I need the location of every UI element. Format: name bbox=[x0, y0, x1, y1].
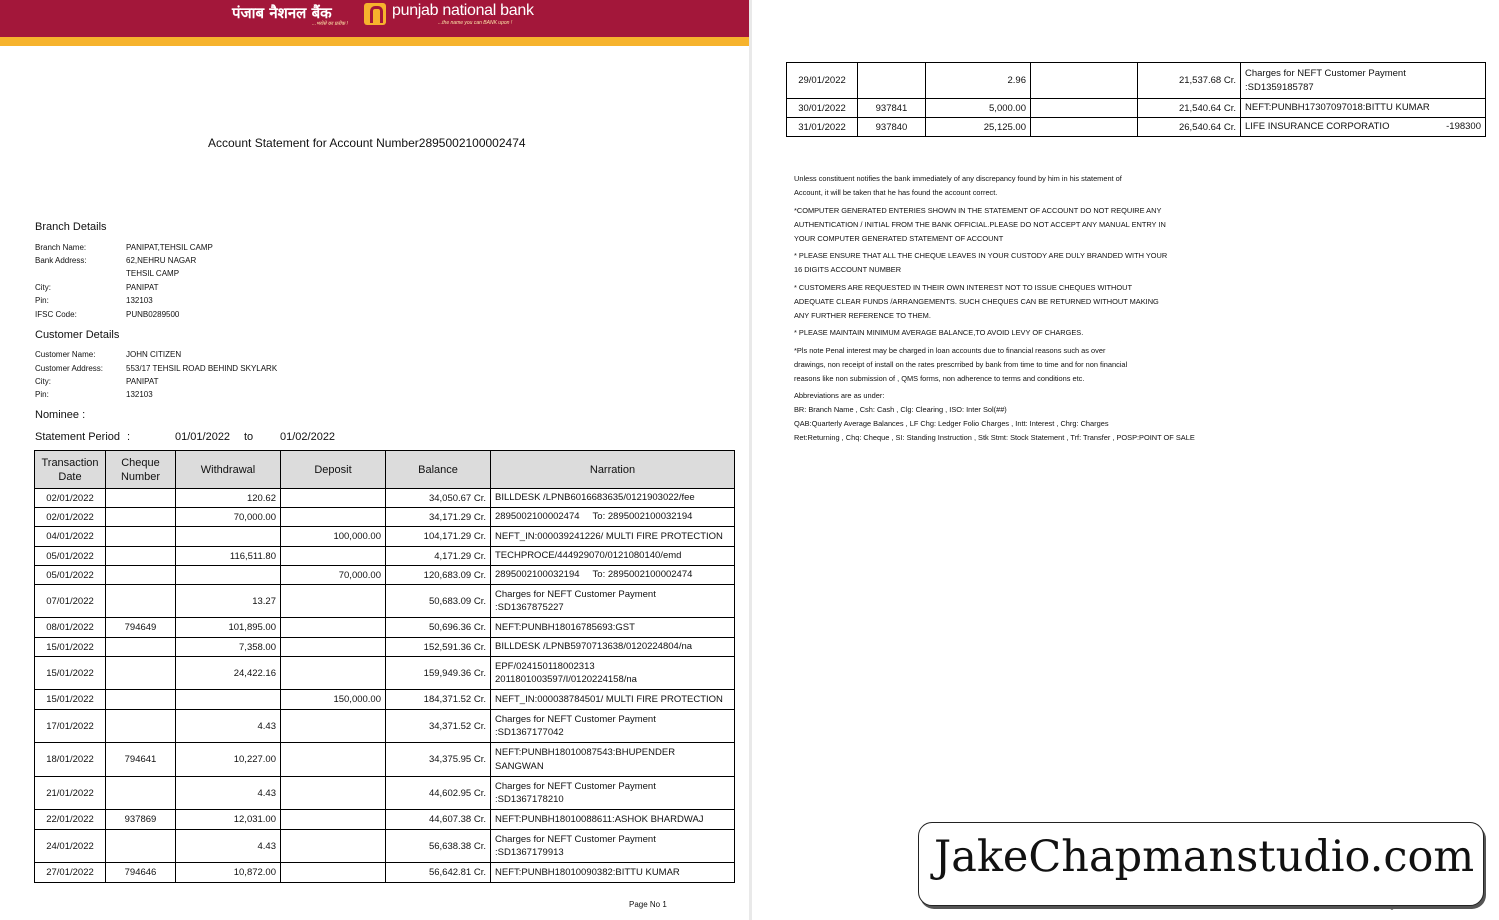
table-row bbox=[35, 566, 735, 585]
cell-withdrawal: 13.27 bbox=[176, 585, 281, 618]
customer-details-heading: Customer Details bbox=[35, 329, 120, 341]
narration-line: :SD1367177042 bbox=[495, 727, 564, 738]
cell-cheque-number: 794641 bbox=[106, 743, 176, 777]
customer-pin-label: Pin: bbox=[35, 390, 49, 399]
statement-period-to: 01/02/2022 bbox=[280, 431, 336, 443]
narration-line: Charges for NEFT Customer Payment bbox=[1245, 68, 1406, 79]
cell-balance: 120,683.09 Cr. bbox=[386, 566, 491, 585]
cell-balance: 34,171.29 Cr. bbox=[386, 508, 491, 527]
cell-date: 02/01/2022 bbox=[35, 489, 106, 508]
cell-withdrawal: 4.43 bbox=[176, 777, 281, 810]
narration-line: SANGWAN bbox=[495, 760, 544, 772]
cell-cheque-number bbox=[106, 547, 176, 566]
narration-line: NEFT:PUNBH18010090382:BITTU KUMAR bbox=[495, 866, 680, 878]
narration-line: 2011801003597/I/0120224158/na bbox=[495, 674, 637, 685]
cell-withdrawal bbox=[176, 566, 281, 585]
narration-line: :SD1367875227 bbox=[495, 602, 564, 613]
table-row bbox=[35, 830, 735, 863]
note-line: AUTHENTICATION / INITIAL FROM THE BANK OFFICIAL.PLEASE DO NOT ACCEPT ANY MANUAL ENTRY IN bbox=[794, 220, 1166, 229]
table-row bbox=[787, 99, 1486, 118]
ifsc-label: IFSC Code: bbox=[35, 310, 77, 319]
bank-header-stripe bbox=[0, 37, 749, 46]
cell-withdrawal bbox=[176, 690, 281, 710]
customer-pin-value: 132103 bbox=[126, 390, 153, 399]
cell-withdrawal: 101,895.00 bbox=[176, 618, 281, 638]
cell-deposit: 100,000.00 bbox=[281, 527, 386, 547]
table-row bbox=[35, 743, 735, 777]
cell-deposit bbox=[281, 710, 386, 743]
note-line: *Pls note Penal interest may be charged in loan accounts due to financial reasons such as over bbox=[794, 346, 1106, 355]
cell-narration bbox=[491, 566, 735, 585]
bank-logo-english: punjab national bank bbox=[392, 2, 534, 19]
nominee-label: Nominee : bbox=[35, 409, 86, 421]
cell-deposit bbox=[281, 618, 386, 638]
col-header-deposit: Deposit bbox=[281, 451, 386, 489]
cell-withdrawal: 70,000.00 bbox=[176, 508, 281, 527]
cell-date: 15/01/2022 bbox=[35, 657, 106, 690]
cell-cheque-number bbox=[106, 489, 176, 508]
note-paragraph bbox=[794, 281, 1254, 323]
narration-line: :SD1359185787 bbox=[1245, 81, 1314, 93]
cell-withdrawal: 10,872.00 bbox=[176, 863, 281, 883]
narration-line: 2895002100002474 To: 2895002100032194 bbox=[495, 511, 693, 523]
cell-deposit bbox=[281, 743, 386, 777]
cell-cheque-number bbox=[106, 585, 176, 618]
cell-balance: 4,171.29 Cr. bbox=[386, 547, 491, 566]
cell-deposit bbox=[281, 508, 386, 527]
statement-page-1 bbox=[0, 0, 749, 920]
cell-deposit bbox=[1031, 118, 1138, 137]
cell-date: 04/01/2022 bbox=[35, 527, 106, 547]
table-row bbox=[35, 489, 735, 508]
cell-balance: 34,375.95 Cr. bbox=[386, 743, 491, 777]
ifsc-value: PUNB0289500 bbox=[126, 310, 180, 319]
cell-date: 07/01/2022 bbox=[35, 585, 106, 618]
cell-date: 18/01/2022 bbox=[35, 743, 106, 777]
cell-cheque-number: 937841 bbox=[858, 99, 926, 118]
cell-balance: 44,602.95 Cr. bbox=[386, 777, 491, 810]
cell-cheque-number: 937869 bbox=[106, 810, 176, 830]
cell-narration bbox=[491, 810, 735, 830]
narration-line: NEFT_IN:000038784501/ MULTI FIRE PROTECTION bbox=[495, 693, 723, 705]
note-line: * PLEASE MAINTAIN MINIMUM AVERAGE BALANCE,TO AVOID LEVY OF CHARGES. bbox=[794, 328, 1084, 337]
branch-name-value: PANIPAT,TEHSIL CAMP bbox=[126, 243, 213, 252]
bank-tagline-english: ...the name you can BANK upon ! bbox=[438, 20, 513, 26]
cell-cheque-number: 937840 bbox=[858, 118, 926, 137]
cell-narration bbox=[491, 508, 735, 527]
table-row bbox=[35, 657, 735, 690]
note-line: YOUR COMPUTER GENERATED STATEMENT OF ACCOUNT bbox=[794, 234, 1004, 243]
table-row bbox=[35, 690, 735, 710]
narration-line: BILLDESK /LPNB5970713638/0120224804/na bbox=[495, 641, 693, 653]
customer-address-label: Customer Address: bbox=[35, 364, 104, 373]
cell-cheque-number bbox=[858, 63, 926, 99]
table-row bbox=[35, 638, 735, 657]
narration-line: 2895002100032194 To: 2895002100002474 bbox=[495, 569, 693, 581]
watermark-text: JakeChapmanstudio.com bbox=[934, 832, 1475, 882]
cell-withdrawal: 116,511.80 bbox=[176, 547, 281, 566]
table-row bbox=[787, 118, 1486, 137]
cell-date: 15/01/2022 bbox=[35, 690, 106, 710]
cell-date: 31/01/2022 bbox=[787, 118, 858, 137]
narration-line: :SD1367179913 bbox=[495, 847, 564, 858]
cell-balance: 50,696.36 Cr. bbox=[386, 618, 491, 638]
table-row bbox=[35, 547, 735, 566]
cell-date: 30/01/2022 bbox=[787, 99, 858, 118]
cell-deposit bbox=[281, 657, 386, 690]
note-line: QAB:Quarterly Average Balances , LF Chg: Ledger Folio Charges , Intt: Interest , Chrg: Charges bbox=[794, 419, 1109, 428]
table-row bbox=[35, 527, 735, 547]
cell-withdrawal: 12,031.00 bbox=[176, 810, 281, 830]
cell-narration bbox=[491, 585, 735, 618]
cell-withdrawal: 4.43 bbox=[176, 830, 281, 863]
bank-tagline-hindi: ...भरोसे का प्रतीक ! bbox=[312, 21, 348, 27]
cell-date: 21/01/2022 bbox=[35, 777, 106, 810]
cell-balance: 21,540.64 Cr. bbox=[1138, 99, 1241, 118]
cell-deposit bbox=[281, 830, 386, 863]
cell-withdrawal: 25,125.00 bbox=[926, 118, 1031, 137]
table-row bbox=[35, 618, 735, 638]
note-paragraph bbox=[794, 204, 1254, 246]
branch-pin-label: Pin: bbox=[35, 296, 49, 305]
cell-deposit bbox=[281, 863, 386, 883]
cell-deposit: 70,000.00 bbox=[281, 566, 386, 585]
cell-cheque-number: 794649 bbox=[106, 618, 176, 638]
cell-cheque-number bbox=[106, 657, 176, 690]
customer-name-label: Customer Name: bbox=[35, 350, 96, 359]
cell-narration bbox=[491, 527, 735, 547]
cell-withdrawal: 24,422.16 bbox=[176, 657, 281, 690]
cell-withdrawal: 5,000.00 bbox=[926, 99, 1031, 118]
cell-narration bbox=[491, 547, 735, 566]
note-paragraph bbox=[794, 172, 1254, 200]
statement-period-label: Statement Period bbox=[35, 431, 120, 443]
cell-date: 29/01/2022 bbox=[787, 63, 858, 99]
branch-city-label: City: bbox=[35, 283, 51, 292]
narration-line: TECHPROCE/444929070/0121080140/emd bbox=[495, 550, 682, 562]
narration-line: Charges for NEFT Customer Payment bbox=[495, 833, 656, 845]
customer-city-label: City: bbox=[35, 377, 51, 386]
cell-deposit: 150,000.00 bbox=[281, 690, 386, 710]
note-line: Account, it will be taken that he has found the account correct. bbox=[794, 188, 998, 197]
cell-balance: 56,638.38 Cr. bbox=[386, 830, 491, 863]
note-line: * CUSTOMERS ARE REQUESTED IN THEIR OWN INTEREST NOT TO ISSUE CHEQUES WITHOUT bbox=[794, 283, 1132, 292]
cell-deposit bbox=[281, 638, 386, 657]
note-line: *COMPUTER GENERATED ENTERIES SHOWN IN THE STATEMENT OF ACCOUNT DO NOT REQUIRE ANY bbox=[794, 206, 1162, 215]
cell-balance: 26,540.64 Cr. bbox=[1138, 118, 1241, 137]
cell-narration bbox=[491, 777, 735, 810]
narration-amount: -198300 bbox=[1446, 121, 1481, 133]
cell-withdrawal: 10,227.00 bbox=[176, 743, 281, 777]
narration-line: Charges for NEFT Customer Payment bbox=[495, 780, 656, 792]
narration-line: EPF/024150118002313 bbox=[495, 660, 595, 672]
narration-line: :SD1367178210 bbox=[495, 794, 564, 805]
branch-pin-value: 132103 bbox=[126, 296, 153, 305]
cell-cheque-number bbox=[106, 710, 176, 743]
cell-balance: 21,537.68 Cr. bbox=[1138, 63, 1241, 99]
cell-balance: 34,050.67 Cr. bbox=[386, 489, 491, 508]
cell-date: 22/01/2022 bbox=[35, 810, 106, 830]
cell-deposit bbox=[281, 585, 386, 618]
cell-cheque-number bbox=[106, 638, 176, 657]
col-header-balance: Balance bbox=[386, 451, 491, 489]
cell-narration bbox=[491, 690, 735, 710]
narration-line: Charges for NEFT Customer Payment bbox=[495, 588, 656, 600]
cell-narration bbox=[1241, 99, 1486, 118]
pnb-logo-icon bbox=[364, 3, 386, 25]
narration-line: NEFT:PUNBH18016785693:GST bbox=[495, 621, 635, 633]
narration-line: Charges for NEFT Customer Payment bbox=[495, 713, 656, 725]
cell-balance: 44,607.38 Cr. bbox=[386, 810, 491, 830]
cell-withdrawal bbox=[176, 527, 281, 547]
note-line: 16 DIGITS ACCOUNT NUMBER bbox=[794, 265, 902, 274]
cell-narration bbox=[1241, 63, 1486, 99]
customer-address-value: 553/17 TEHSIL ROAD BEHIND SKYLARK bbox=[126, 364, 278, 373]
bank-address-line2: TEHSIL CAMP bbox=[126, 269, 180, 278]
note-line: drawings, non receipt of install on the rates prescrribed by bank from time to time and for non financial bbox=[794, 360, 1128, 369]
col-header-cheque: Cheque Number bbox=[106, 451, 176, 489]
page-number-1: Page No 1 bbox=[629, 900, 667, 909]
cell-deposit bbox=[281, 489, 386, 508]
note-line: reasons like non submission of , QMS forms, non adherence to terms and conditions etc. bbox=[794, 374, 1085, 383]
cell-narration bbox=[491, 618, 735, 638]
cell-balance: 34,371.52 Cr. bbox=[386, 710, 491, 743]
bank-logo-hindi: पंजाब नैशनल बैंक bbox=[232, 4, 332, 22]
table-row bbox=[35, 863, 735, 883]
statement-page-2 bbox=[752, 0, 1499, 920]
cell-deposit bbox=[281, 547, 386, 566]
cell-cheque-number bbox=[106, 690, 176, 710]
cell-cheque-number bbox=[106, 777, 176, 810]
cell-deposit bbox=[281, 810, 386, 830]
statement-period-from: 01/01/2022 bbox=[175, 431, 231, 443]
note-paragraph bbox=[794, 344, 1254, 386]
cell-balance: 152,591.36 Cr. bbox=[386, 638, 491, 657]
branch-details-heading: Branch Details bbox=[35, 221, 107, 233]
cell-narration bbox=[491, 830, 735, 863]
table-row bbox=[35, 810, 735, 830]
cell-narration bbox=[491, 863, 735, 883]
narration-line: NEFT_IN:000039241226/ MULTI FIRE PROTECTION bbox=[495, 530, 723, 542]
cell-date: 05/01/2022 bbox=[35, 547, 106, 566]
table-row bbox=[787, 63, 1486, 99]
cell-balance: 56,642.81 Cr. bbox=[386, 863, 491, 883]
cell-date: 08/01/2022 bbox=[35, 618, 106, 638]
note-line: Abbreviations are as under: bbox=[794, 391, 885, 400]
cell-cheque-number bbox=[106, 508, 176, 527]
note-line: BR: Branch Name , Csh: Cash , Clg: Clearing , ISO: Inter Sol(##) bbox=[794, 405, 1007, 414]
cell-date: 24/01/2022 bbox=[35, 830, 106, 863]
transactions-table-page1 bbox=[34, 450, 735, 883]
cell-cheque-number bbox=[106, 566, 176, 585]
cell-narration bbox=[1241, 118, 1486, 137]
narration-line: BILLDESK /LPNB6016683635/0121903022/fee bbox=[495, 492, 695, 504]
cell-date: 15/01/2022 bbox=[35, 638, 106, 657]
narration-line: NEFT:PUNBH18010087543:BHUPENDER bbox=[495, 747, 676, 758]
narration-line bbox=[1245, 120, 1485, 134]
col-header-narration: Narration bbox=[491, 451, 735, 489]
statement-title: Account Statement for Account Number2895002100002474 bbox=[208, 136, 526, 150]
note-paragraph bbox=[794, 249, 1254, 277]
branch-city-value: PANIPAT bbox=[126, 283, 159, 292]
customer-name-value: JOHN CITIZEN bbox=[126, 350, 182, 359]
narration-line: NEFT:PUNBH17307097018:BITTU KUMAR bbox=[1245, 102, 1430, 114]
cell-date: 05/01/2022 bbox=[35, 566, 106, 585]
cell-deposit bbox=[1031, 63, 1138, 99]
note-paragraph bbox=[794, 326, 1254, 340]
cell-withdrawal: 120.62 bbox=[176, 489, 281, 508]
col-header-date: Transaction Date bbox=[35, 451, 106, 489]
cell-deposit bbox=[1031, 99, 1138, 118]
cell-cheque-number bbox=[106, 527, 176, 547]
cell-withdrawal: 2.96 bbox=[926, 63, 1031, 99]
cell-date: 17/01/2022 bbox=[35, 710, 106, 743]
table-row bbox=[35, 585, 735, 618]
cell-narration bbox=[491, 489, 735, 508]
note-line: ANY FURTHER REFERENCE TO THEM. bbox=[794, 311, 931, 320]
note-line: Ret:Returning , Chq: Cheque , SI: Standing Instruction , Stk Stmt: Stock Statement , Trf: Transfer , POSP:POINT OF SALE bbox=[794, 433, 1195, 442]
statement-period-colon: : bbox=[127, 431, 131, 443]
statement-period-to-label: to bbox=[244, 431, 254, 443]
cell-narration bbox=[491, 657, 735, 690]
table-row bbox=[35, 777, 735, 810]
note-line: ADEQUATE CLEAR FUNDS /ARRANGEMENTS. SUCH CHEQUES CAN BE RETURNED WITHOUT MAKING bbox=[794, 297, 1159, 306]
cell-cheque-number bbox=[106, 830, 176, 863]
cell-narration bbox=[491, 638, 735, 657]
cell-narration bbox=[491, 710, 735, 743]
bank-address-label: Bank Address: bbox=[35, 256, 87, 265]
branch-name-label: Branch Name: bbox=[35, 243, 87, 252]
transactions-table-page2 bbox=[786, 62, 1486, 137]
note-paragraph bbox=[794, 389, 1254, 445]
customer-city-value: PANIPAT bbox=[126, 377, 159, 386]
cell-withdrawal: 7,358.00 bbox=[176, 638, 281, 657]
cell-date: 27/01/2022 bbox=[35, 863, 106, 883]
note-line: * PLEASE ENSURE THAT ALL THE CHEQUE LEAVES IN YOUR CUSTODY ARE DULY BRANDED WITH YOUR bbox=[794, 251, 1168, 260]
cell-balance: 50,683.09 Cr. bbox=[386, 585, 491, 618]
cell-balance: 184,371.52 Cr. bbox=[386, 690, 491, 710]
col-header-withdrawal: Withdrawal bbox=[176, 451, 281, 489]
cell-date: 02/01/2022 bbox=[35, 508, 106, 527]
cell-deposit bbox=[281, 777, 386, 810]
table-row bbox=[35, 710, 735, 743]
cell-withdrawal: 4.43 bbox=[176, 710, 281, 743]
narration-line: NEFT:PUNBH18010088611:ASHOK BHARDWAJ bbox=[495, 813, 704, 825]
bank-address-line1: 62,NEHRU NAGAR bbox=[126, 256, 197, 265]
note-line: Unless constituent notifies the bank immediately of any discrepancy found by him in his statement of bbox=[794, 174, 1122, 183]
cell-balance: 159,949.36 Cr. bbox=[386, 657, 491, 690]
cell-cheque-number: 794646 bbox=[106, 863, 176, 883]
cell-narration bbox=[491, 743, 735, 777]
narration-text: LIFE INSURANCE CORPORATIO bbox=[1245, 121, 1390, 133]
cell-balance: 104,171.29 Cr. bbox=[386, 527, 491, 547]
table-row bbox=[35, 508, 735, 527]
table-header-row bbox=[35, 451, 735, 489]
